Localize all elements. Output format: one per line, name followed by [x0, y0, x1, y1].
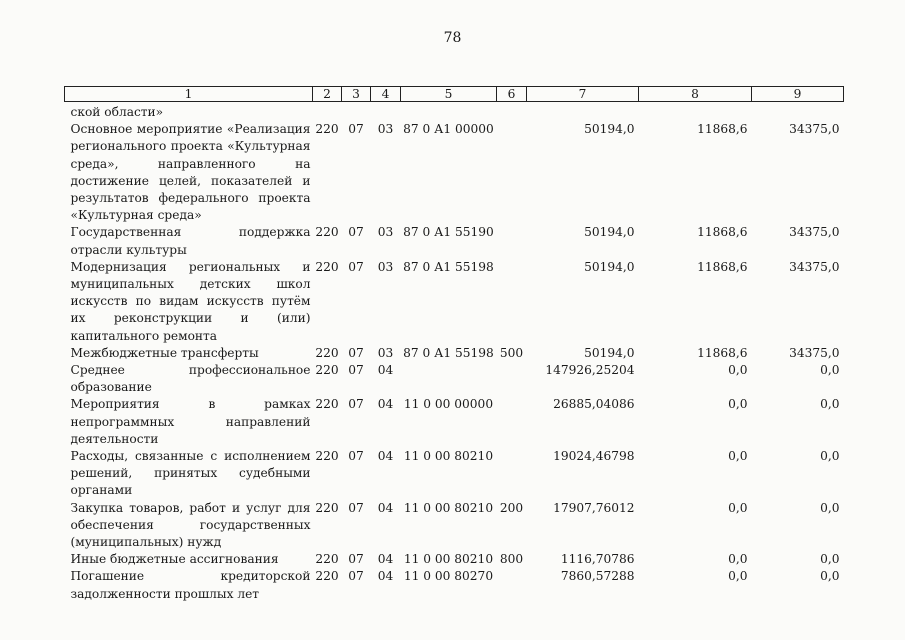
- table-row: [65, 448, 844, 500]
- cell-code-3: 07: [348, 225, 364, 240]
- cell-amount-7: 50194,0: [584, 122, 635, 137]
- cell-code-4: [371, 102, 401, 122]
- cell-code-5: 87 0 А1 55190: [403, 225, 494, 240]
- cell-amount-7: 26885,04086: [553, 397, 635, 412]
- cell-code-4: 04: [377, 449, 394, 464]
- row-name: Модернизация региональных и муниципальных детских школ искусств по видам искусств путём их реконструкции и (или) капитального ремонта: [70, 259, 311, 343]
- cell-code-5: 11 0 00 00000: [403, 397, 494, 412]
- cell-code-6: [497, 396, 527, 448]
- cell-amount-7: 7860,57288: [560, 569, 635, 584]
- cell-amount-9: 0,0: [820, 363, 840, 378]
- cell-code-2: 220: [315, 397, 339, 412]
- cell-code-4: 04: [377, 397, 394, 412]
- cell-code-6: [497, 448, 527, 500]
- cell-code-2: 220: [315, 345, 339, 360]
- table-row: [65, 102, 844, 122]
- cell-amount-8: 0,0: [728, 449, 748, 464]
- cell-code-4: 04: [377, 569, 394, 584]
- cell-amount-9: 0,0: [820, 397, 840, 412]
- cell-amount-8: 11868,6: [697, 122, 748, 137]
- cell-code-2: 220: [315, 259, 339, 274]
- row-name: Среднее профессиональное образование: [70, 363, 311, 395]
- column-header: 6: [497, 87, 527, 102]
- cell-code-3: 07: [348, 363, 364, 378]
- column-header: 9: [752, 87, 844, 102]
- cell-amount-9: 0,0: [820, 500, 840, 515]
- column-header: 5: [401, 87, 497, 102]
- cell-code-3: 07: [348, 259, 364, 274]
- cell-code-2: 220: [315, 363, 339, 378]
- cell-amount-8: 11868,6: [697, 345, 748, 360]
- cell-amount-9: [752, 102, 844, 122]
- table-body: [65, 102, 844, 603]
- cell-code-6: [497, 259, 527, 345]
- cell-code-4: 03: [377, 122, 394, 137]
- table-row: [65, 396, 844, 448]
- cell-code-6: 200: [499, 500, 524, 515]
- cell-code-4: 03: [377, 259, 394, 274]
- cell-code-4: 03: [377, 345, 394, 360]
- cell-amount-9: 0,0: [820, 552, 840, 567]
- cell-code-3: 07: [348, 122, 364, 137]
- cell-code-6: [497, 121, 527, 224]
- cell-amount-9: 0,0: [820, 449, 840, 464]
- cell-code-6: [497, 102, 527, 122]
- cell-code-3: 07: [348, 569, 364, 584]
- cell-code-2: 220: [315, 552, 339, 567]
- cell-code-6: [497, 224, 527, 258]
- budget-table: [64, 86, 844, 603]
- table-row: [65, 568, 844, 602]
- cell-code-2: 220: [315, 122, 339, 137]
- row-name: Погашение кредиторской задолженности прошлых лет: [70, 569, 311, 601]
- cell-amount-8: 0,0: [728, 569, 748, 584]
- cell-amount-7: 50194,0: [584, 225, 635, 240]
- cell-code-5: [401, 362, 497, 396]
- cell-code-3: [342, 102, 371, 122]
- cell-amount-8: [639, 102, 752, 122]
- cell-amount-8: 0,0: [728, 397, 748, 412]
- cell-amount-9: 34375,0: [789, 225, 840, 240]
- row-name: Закупка товаров, работ и услуг для обеспечения государственных (муниципальных) нужд: [70, 500, 311, 550]
- cell-code-5: 87 0 А1 55198: [403, 259, 494, 274]
- cell-code-4: 04: [377, 363, 394, 378]
- cell-amount-7: 50194,0: [584, 259, 635, 274]
- row-name: Государственная поддержка отрасли культуры: [70, 225, 311, 257]
- cell-code-4: 04: [377, 500, 394, 515]
- cell-code-6: 800: [499, 552, 524, 567]
- cell-code-3: 07: [348, 397, 364, 412]
- cell-amount-9: 34375,0: [789, 345, 840, 360]
- cell-code-3: 07: [348, 500, 364, 515]
- cell-code-5: 87 0 А1 00000: [403, 122, 494, 137]
- table-row: [65, 224, 844, 258]
- cell-code-5: 11 0 00 80210: [403, 449, 494, 464]
- cell-amount-7: 50194,0: [584, 345, 635, 360]
- column-header: 4: [371, 87, 401, 102]
- cell-code-5: [401, 102, 497, 122]
- cell-code-2: 220: [315, 500, 339, 515]
- cell-amount-7: 1116,70786: [560, 552, 635, 567]
- cell-code-3: 07: [348, 552, 364, 567]
- cell-code-6: [497, 362, 527, 396]
- cell-code-2: 220: [315, 225, 339, 240]
- cell-code-5: 87 0 А1 55198: [403, 345, 494, 360]
- cell-code-2: 220: [315, 569, 339, 584]
- row-name: Основное мероприятие «Реализация регионального проекта «Культурная среда», направленного на достижение целей, показателей и результатов федерального проекта «Культурная среда»: [70, 122, 311, 223]
- cell-code-3: 07: [348, 449, 364, 464]
- cell-amount-8: 0,0: [728, 500, 748, 515]
- column-header: 8: [639, 87, 752, 102]
- row-name: Расходы, связанные с исполнением решений, принятых судебными органами: [70, 449, 311, 498]
- table-row: [65, 259, 844, 345]
- cell-amount-8: 11868,6: [697, 225, 748, 240]
- cell-code-2: 220: [315, 449, 339, 464]
- table-header-row: [65, 87, 844, 102]
- column-header: 1: [65, 87, 313, 102]
- cell-amount-8: 0,0: [728, 552, 748, 567]
- page-number: 78: [443, 30, 462, 46]
- cell-code-5: 11 0 00 80210: [403, 500, 494, 515]
- cell-amount-8: 0,0: [728, 363, 748, 378]
- cell-amount-7: 19024,46798: [553, 449, 635, 464]
- cell-amount-9: 34375,0: [789, 122, 840, 137]
- cell-code-4: 03: [377, 225, 394, 240]
- table-row: [65, 500, 844, 552]
- cell-code-4: 04: [377, 552, 394, 567]
- table-row: [65, 345, 844, 362]
- column-header: 2: [313, 87, 342, 102]
- cell-amount-7: [527, 102, 639, 122]
- table-row: [65, 551, 844, 568]
- table-row: [65, 362, 844, 396]
- cell-amount-9: 34375,0: [789, 259, 840, 274]
- column-header: 3: [342, 87, 371, 102]
- cell-amount-9: 0,0: [820, 569, 840, 584]
- row-name: ской области»: [70, 105, 164, 119]
- cell-code-5: 11 0 00 80210: [403, 552, 494, 567]
- row-name: Межбюджетные трансферты: [70, 345, 259, 360]
- row-name: Мероприятия в рамках непрограммных направлений деятельности: [70, 397, 311, 446]
- cell-amount-8: 11868,6: [697, 259, 748, 274]
- cell-code-6: 500: [499, 345, 524, 360]
- cell-code-5: 11 0 00 80270: [403, 569, 494, 584]
- column-header: 7: [527, 87, 639, 102]
- table-row: [65, 121, 844, 224]
- cell-code-3: 07: [348, 345, 364, 360]
- cell-amount-7: 17907,76012: [553, 500, 635, 515]
- cell-code-2: [313, 102, 342, 122]
- row-name: Иные бюджетные ассигнования: [70, 552, 279, 567]
- cell-amount-7: 147926,25204: [545, 363, 635, 378]
- cell-code-6: [497, 568, 527, 602]
